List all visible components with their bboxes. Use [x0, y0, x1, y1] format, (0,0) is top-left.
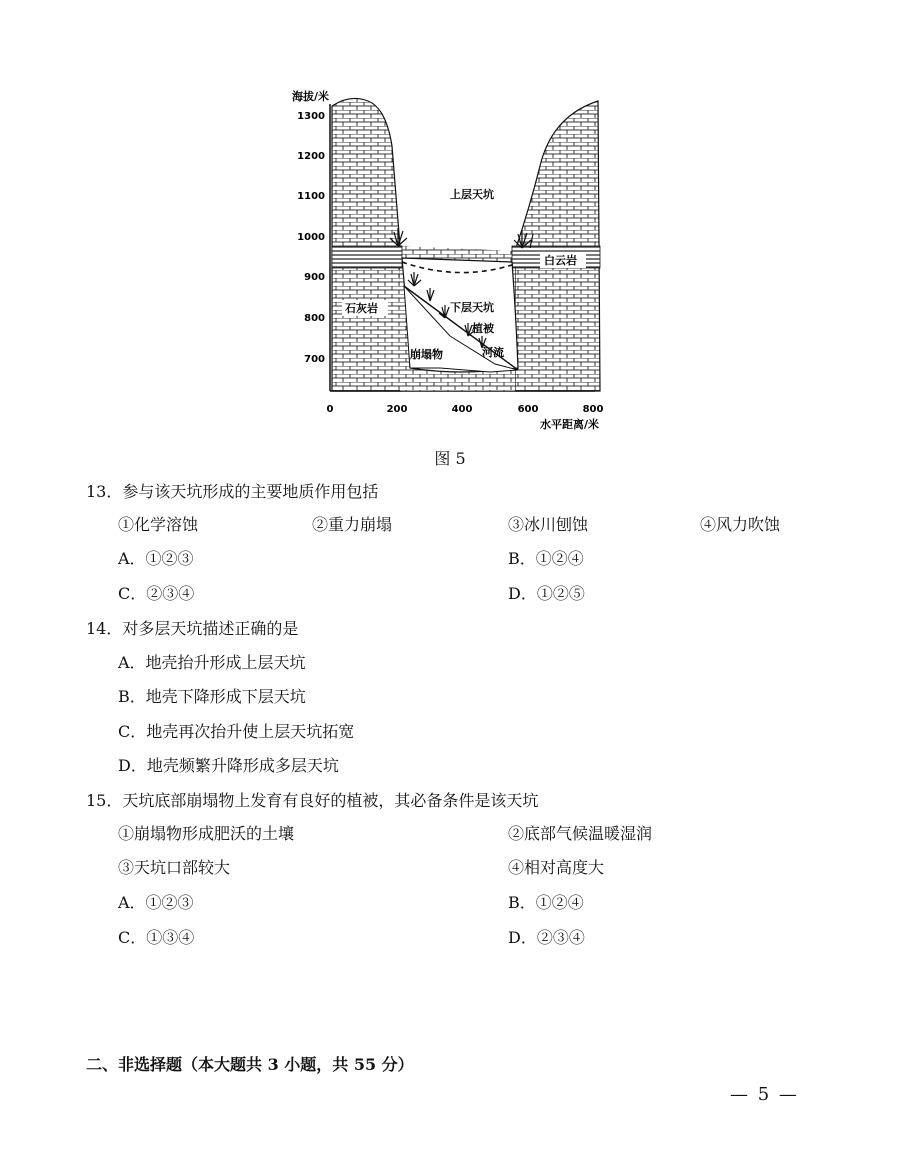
label-vegetation: 植被 — [472, 322, 494, 335]
x-tick: 200 — [386, 404, 408, 415]
label-lower-sinkhole: 下层天坑 — [450, 301, 494, 314]
sinkhole-diagram — [290, 86, 620, 436]
dolomite-layer-left — [332, 246, 402, 268]
q13-choice-c[interactable]: C．②③④ — [118, 584, 195, 603]
q14-choice-b[interactable]: B．地壳下降形成下层天坑 — [118, 687, 306, 706]
q13-stem: 13．参与该天坑形成的主要地质作用包括 — [86, 482, 379, 501]
y-tick: 700 — [304, 354, 325, 365]
q13-item: ②重力崩塌 — [312, 515, 393, 534]
y-tick: 800 — [304, 313, 325, 324]
q15-item: ①崩塌物形成肥沃的土壤 — [118, 824, 295, 843]
label-collapse: 崩塌物 — [410, 348, 443, 361]
section-heading: 二、非选择题（本大题共 3 小题，共 55 分） — [86, 1055, 414, 1074]
y-tick: 1100 — [297, 191, 325, 202]
q14-choice-c[interactable]: C．地壳再次抬升使上层天坑拓宽 — [118, 722, 355, 741]
q13-item: ③冰川刨蚀 — [508, 515, 589, 534]
q15-item: ③天坑口部较大 — [118, 858, 231, 877]
y-axis-title: 海拔/米 — [292, 90, 330, 103]
q14-choice-d[interactable]: D．地壳频繁升降形成多层天坑 — [118, 756, 339, 775]
y-tick-labels — [297, 111, 325, 365]
figure-caption: 图 5 — [434, 449, 466, 468]
q15-choice-c[interactable]: C．①③④ — [118, 928, 195, 947]
x-tick: 400 — [451, 404, 473, 415]
q13-choice-b[interactable]: B．①②④ — [508, 549, 584, 568]
x-tick: 800 — [582, 404, 604, 415]
y-tick: 1000 — [297, 232, 325, 243]
q14-choice-a[interactable]: A．地壳抬升形成上层天坑 — [118, 653, 306, 672]
x-tick: 600 — [517, 404, 539, 415]
q15-item: ④相对高度大 — [508, 858, 605, 877]
label-dolomite: 白云岩 — [544, 254, 577, 267]
sinkhole-cross-section-figure — [290, 86, 620, 436]
label-upper-sinkhole: 上层天坑 — [450, 188, 494, 201]
x-tick: 0 — [326, 404, 334, 415]
q15-choice-d[interactable]: D．②③④ — [508, 928, 585, 947]
q14-stem: 14．对多层天坑描述正确的是 — [86, 619, 299, 638]
label-limestone: 石灰岩 — [345, 302, 378, 315]
q13-choice-d[interactable]: D．①②⑤ — [508, 584, 585, 603]
label-river: 河流 — [482, 346, 504, 359]
y-tick: 1300 — [297, 111, 325, 122]
x-axis-title: 水平距离/米 — [540, 418, 600, 431]
q13-item: ④风力吹蚀 — [700, 515, 781, 534]
q15-item: ②底部气候温暖湿润 — [508, 824, 653, 843]
q13-item: ①化学溶蚀 — [118, 515, 199, 534]
q13-choice-a[interactable]: A．①②③ — [118, 549, 194, 568]
q15-choice-b[interactable]: B．①②④ — [508, 893, 584, 912]
y-tick: 900 — [304, 272, 325, 283]
y-tick: 1200 — [297, 151, 325, 162]
q15-stem: 15．天坑底部崩塌物上发育有良好的植被，其必备条件是该天坑 — [86, 791, 539, 810]
q15-choice-a[interactable]: A．①②③ — [118, 893, 194, 912]
left-cliff — [332, 98, 402, 391]
page-number: — 5 — — [730, 1084, 799, 1105]
x-tick-labels — [327, 404, 604, 415]
